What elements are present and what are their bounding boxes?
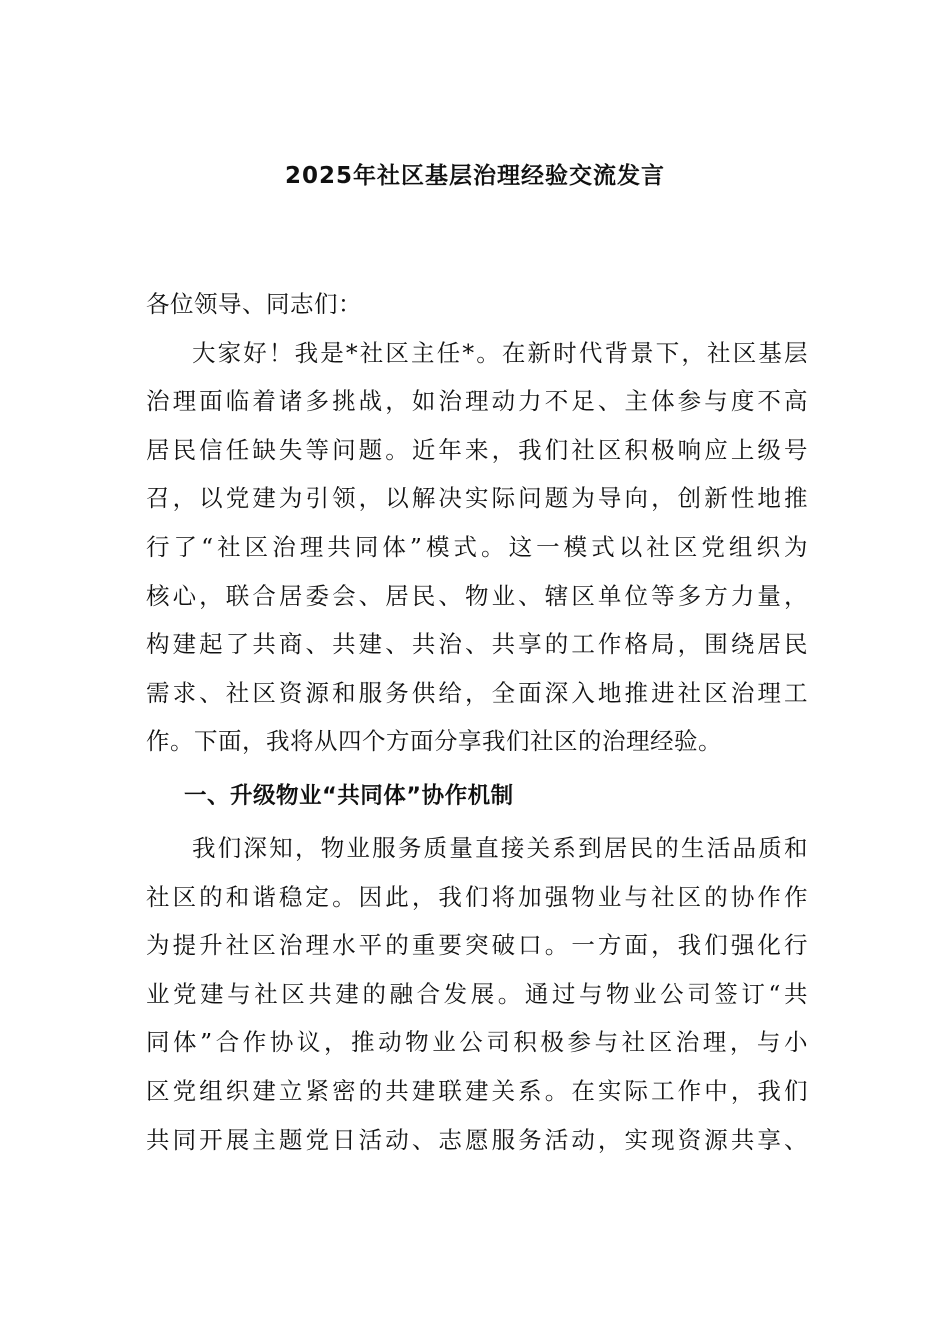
paragraph-line: 大家好！我是*社区主任*。在新时代背景下，社区基层 <box>192 338 808 367</box>
paragraph-line: 业党建与社区共建的融合发展。通过与物业公司签订“共 <box>146 979 808 1008</box>
paragraph-section1 <box>146 824 808 1164</box>
section-heading: 一、升级物业“共同体”协作机制 <box>184 782 514 809</box>
paragraph-line: 治理面临着诸多挑战，如治理动力不足、主体参与度不高 <box>146 387 808 416</box>
paragraph-line: 居民信任缺失等问题。近年来，我们社区积极响应上级号 <box>146 435 808 464</box>
paragraph-line: 行了“社区治理共同体”模式。这一模式以社区党组织为 <box>146 532 808 561</box>
paragraph-line: 社区的和谐稳定。因此，我们将加强物业与社区的协作作 <box>146 882 808 911</box>
paragraph-line: 共同开展主题党日活动、志愿服务活动，实现资源共享、 <box>146 1125 808 1154</box>
document-body <box>146 280 808 1164</box>
paragraph-line: 为提升社区治理水平的重要突破口。一方面，我们强化行 <box>146 931 808 960</box>
document-title: 2025年社区基层治理经验交流发言 <box>284 163 665 189</box>
paragraph-line: 同体”合作协议，推动物业公司积极参与社区治理，与小 <box>146 1028 808 1057</box>
paragraph-intro <box>146 329 808 766</box>
paragraph-line: 区党组织建立紧密的共建联建关系。在实际工作中，我们 <box>146 1076 808 1105</box>
paragraph-line: 核心，联合居委会、居民、物业、辖区单位等多方力量， <box>146 581 808 610</box>
paragraph-line: 我们深知，物业服务质量直接关系到居民的生活品质和 <box>192 833 808 862</box>
paragraph-line: 作。下面，我将从四个方面分享我们社区的治理经验。 <box>146 727 722 756</box>
paragraph-line: 需求、社区资源和服务供给，全面深入地推进社区治理工 <box>146 678 808 707</box>
salutation: 各位领导、同志们： <box>146 290 362 318</box>
paragraph-line: 构建起了共商、共建、共治、共享的工作格局，围绕居民 <box>146 630 808 659</box>
paragraph-line: 召，以党建为引领，以解决实际问题为导向，创新性地推 <box>146 484 808 513</box>
